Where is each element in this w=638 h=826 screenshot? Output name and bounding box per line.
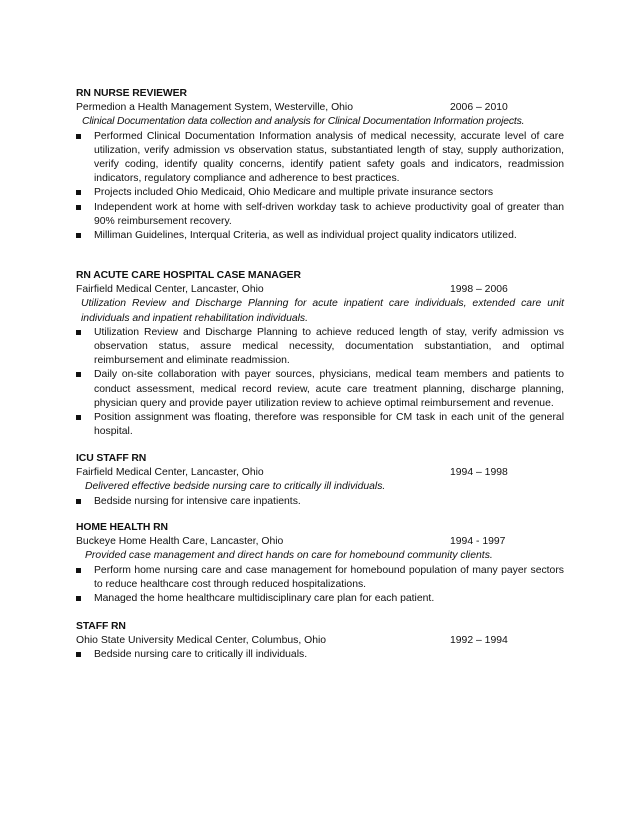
job-organization-row	[76, 466, 564, 480]
job-entry-home-health-rn	[76, 521, 564, 606]
list-item: Position assignment was floating, therefore was responsible for CM task in each unit of the general hospital.	[76, 411, 564, 439]
job-dates: 1998 – 2006	[450, 284, 508, 296]
job-title: HOME HEALTH RN	[76, 522, 168, 533]
job-bullet-list	[76, 648, 564, 662]
square-bullet-icon	[76, 190, 81, 195]
square-bullet-icon	[76, 415, 81, 420]
job-dates: 1992 – 1994	[450, 635, 508, 647]
job-entry-staff-rn	[76, 620, 564, 663]
job-organization-row	[76, 535, 564, 549]
square-bullet-icon	[76, 499, 81, 504]
job-dates: 1994 – 1998	[450, 467, 508, 479]
list-item: Daily on-site collaboration with payer sources, physicians, medical team members and patients to conduct assessment, medical record review, acute care treatment planning, discharge planning, physician query and provide payer utilization review to achieve optimal reimbursement and revenue.	[76, 368, 564, 411]
job-description: Delivered effective bedside nursing care to critically ill individuals.	[85, 481, 386, 493]
list-item: Bedside nursing care to critically ill individuals.	[76, 648, 564, 662]
square-bullet-icon	[76, 652, 81, 657]
job-organization-row	[76, 101, 564, 115]
job-organization: Ohio State University Medical Center, Columbus, Ohio	[76, 635, 327, 647]
list-item: Bedside nursing for intensive care inpatients.	[76, 495, 564, 509]
list-item: Utilization Review and Discharge Planning to achieve reduced length of stay, verify admission vs observation status, assure medical necessity, documentation substantiation, and optimal reimbursement and eliminate readmission.	[76, 326, 564, 369]
job-entry-acute-care-case-manager	[76, 269, 564, 439]
list-item: Performed Clinical Documentation Information analysis of medical necessity, accurate level of care utilization, verify admission vs observation status, substantiated length of stay, supply authorization, verify coding, identify quality concerns, identify patient safety goals and indicators, readmission indicators, regulatory compliance and adherence to best practices.	[76, 130, 564, 187]
job-description: Clinical Documentation data collection and analysis for Clinical Documentation Information projects.	[82, 116, 525, 128]
job-organization-row	[76, 634, 564, 648]
job-dates: 2006 – 2010	[450, 102, 508, 114]
list-item: Independent work at home with self-driven workday task to achieve productivity goal of greater than 90% reimbursement recovery.	[76, 201, 564, 229]
list-item: Perform home nursing care and case management for homebound population of many payer sectors to reduce healthcare cost through reduced hospitalizations.	[76, 564, 564, 592]
square-bullet-icon	[76, 134, 81, 139]
job-description: Provided case management and direct hands on care for homebound community clients.	[85, 550, 493, 562]
list-item: Milliman Guidelines, Interqual Criteria, as well as individual project quality indicators utilized.	[76, 229, 564, 243]
job-dates: 1994 - 1997	[450, 536, 506, 548]
job-title: RN ACUTE CARE HOSPITAL CASE MANAGER	[76, 270, 301, 281]
job-bullet-list	[76, 564, 564, 607]
job-organization: Fairfield Medical Center, Lancaster, Ohio	[76, 284, 264, 296]
job-organization: Buckeye Home Health Care, Lancaster, Ohio	[76, 536, 284, 548]
job-title: ICU STAFF RN	[76, 453, 147, 464]
job-entry-icu-staff-rn	[76, 452, 564, 509]
job-bullet-list	[76, 130, 564, 244]
job-entry-rn-nurse-reviewer	[76, 87, 564, 243]
square-bullet-icon	[76, 596, 81, 601]
square-bullet-icon	[76, 372, 81, 377]
job-title: STAFF RN	[76, 621, 126, 632]
job-organization: Permedion a Health Management System, Westerville, Ohio	[76, 102, 354, 114]
job-bullet-list	[76, 326, 564, 440]
list-item: Managed the home healthcare multidisciplinary care plan for each patient.	[76, 592, 564, 606]
job-organization-row	[76, 283, 564, 297]
square-bullet-icon	[76, 330, 81, 335]
job-organization: Fairfield Medical Center, Lancaster, Ohio	[76, 467, 264, 479]
job-bullet-list	[76, 495, 564, 509]
square-bullet-icon	[76, 233, 81, 238]
job-description: Utilization Review and Discharge Planning for acute inpatient care individuals, extended care unit individuals and inpatient rehabilitation individuals.	[81, 298, 564, 324]
job-title: RN NURSE REVIEWER	[76, 88, 187, 99]
square-bullet-icon	[76, 205, 81, 210]
list-item: Projects included Ohio Medicaid, Ohio Medicare and multiple private insurance sectors	[76, 186, 564, 200]
square-bullet-icon	[76, 568, 81, 573]
